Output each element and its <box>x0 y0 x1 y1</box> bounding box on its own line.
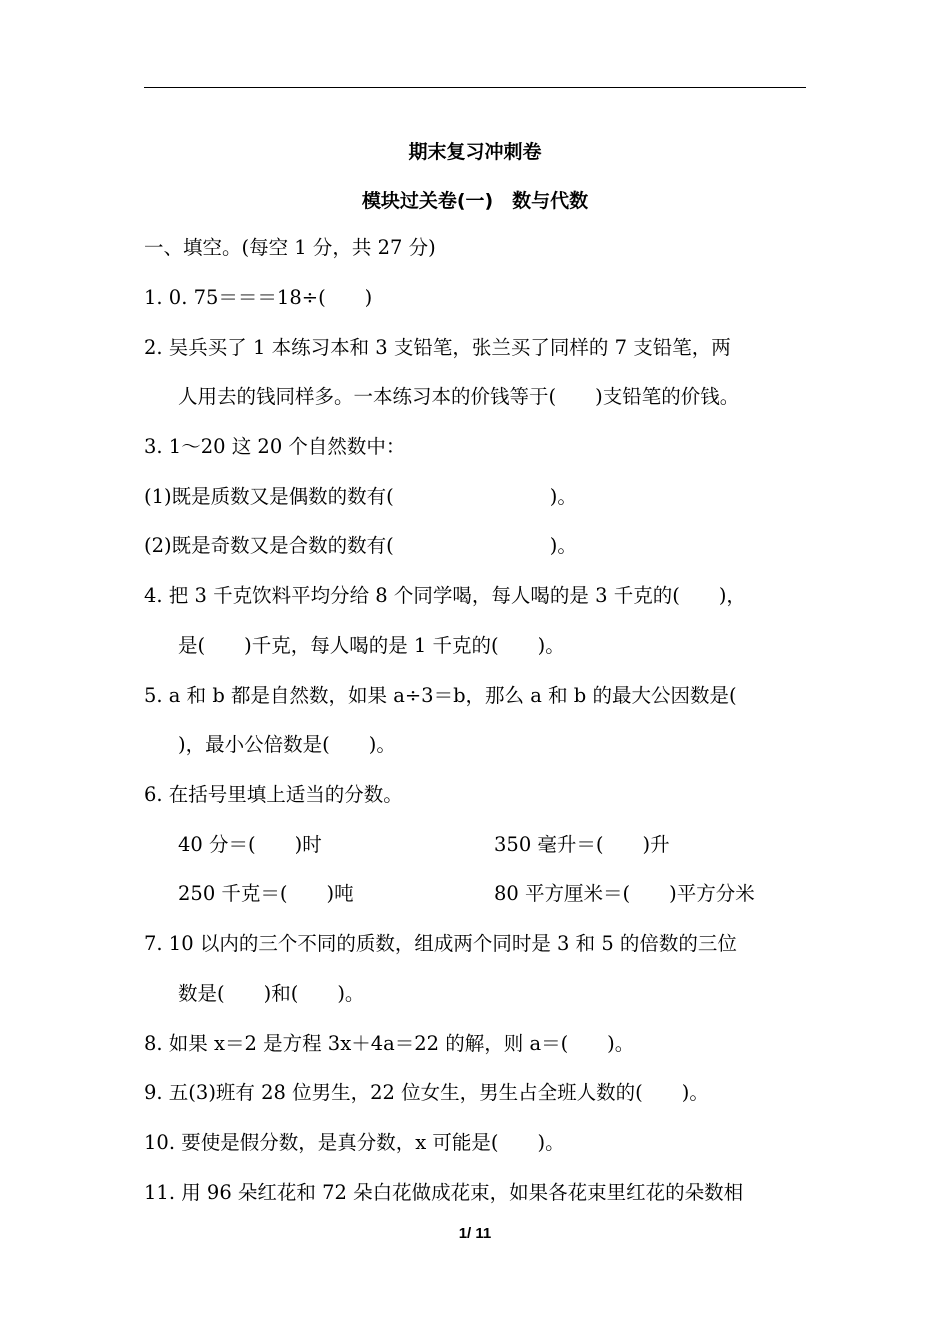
question-7-line-2: 数是( )和( )。 <box>178 982 365 1005</box>
question-5-line-1: 5. a 和 b 都是自然数，如果 a÷3＝b，那么 a 和 b 的最大公因数是( <box>144 684 737 707</box>
question-2-line-2: 人用去的钱同样多。一本练习本的价钱等于( )支铅笔的价钱。 <box>178 385 740 408</box>
question-3: 3. 1～20 这 20 个自然数中： <box>144 435 406 458</box>
page-subtitle: 模块过关卷(一) 数与代数 <box>361 190 589 212</box>
question-4-line-1: 4. 把 3 千克饮料平均分给 8 个同学喝，每人喝的是 3 千克的( )， <box>144 584 746 607</box>
header-rule <box>144 87 806 88</box>
question-3-part-2: (2)既是奇数又是合数的数有( )。 <box>144 534 577 557</box>
question-5-line-2: )，最小公倍数是( )。 <box>178 733 396 756</box>
question-7-line-1: 7. 10 以内的三个不同的质数，组成两个同时是 3 和 5 的倍数的三位 <box>144 932 737 955</box>
section-heading: 一、填空。(每空 1 分，共 27 分) <box>144 236 436 259</box>
question-4-line-2: 是( )千克，每人喝的是 1 千克的( )。 <box>178 634 565 657</box>
question-6-item-d: 80 平方厘米＝( )平方分米 <box>494 882 755 905</box>
page-title: 期末复习冲刺卷 <box>408 141 542 163</box>
question-10: 10. 要使是假分数，是真分数，x 可能是( )。 <box>144 1131 565 1154</box>
question-9: 9. 五(3)班有 28 位男生，22 位女生，男生占全班人数的( )。 <box>144 1081 709 1104</box>
page-number: 1/ 11 <box>458 1225 492 1242</box>
question-2-line-1: 2. 吴兵买了 1 本练习本和 3 支铅笔，张兰买了同样的 7 支铅笔，两 <box>144 336 731 359</box>
question-3-part-1: (1)既是质数又是偶数的数有( )。 <box>144 485 577 508</box>
question-6-item-a: 40 分＝( )时 <box>178 833 322 856</box>
question-11: 11. 用 96 朵红花和 72 朵白花做成花束，如果各花束里红花的朵数相 <box>144 1181 744 1204</box>
question-6-item-c: 250 千克＝( )吨 <box>178 882 354 905</box>
question-8: 8. 如果 x＝2 是方程 3x＋4a＝22 的解，则 a＝( )。 <box>144 1032 635 1055</box>
question-6-item-b: 350 毫升＝( )升 <box>494 833 670 856</box>
question-6: 6. 在括号里填上适当的分数。 <box>144 783 403 806</box>
question-1: 1. 0. 75＝＝＝18÷( ) <box>144 286 373 309</box>
